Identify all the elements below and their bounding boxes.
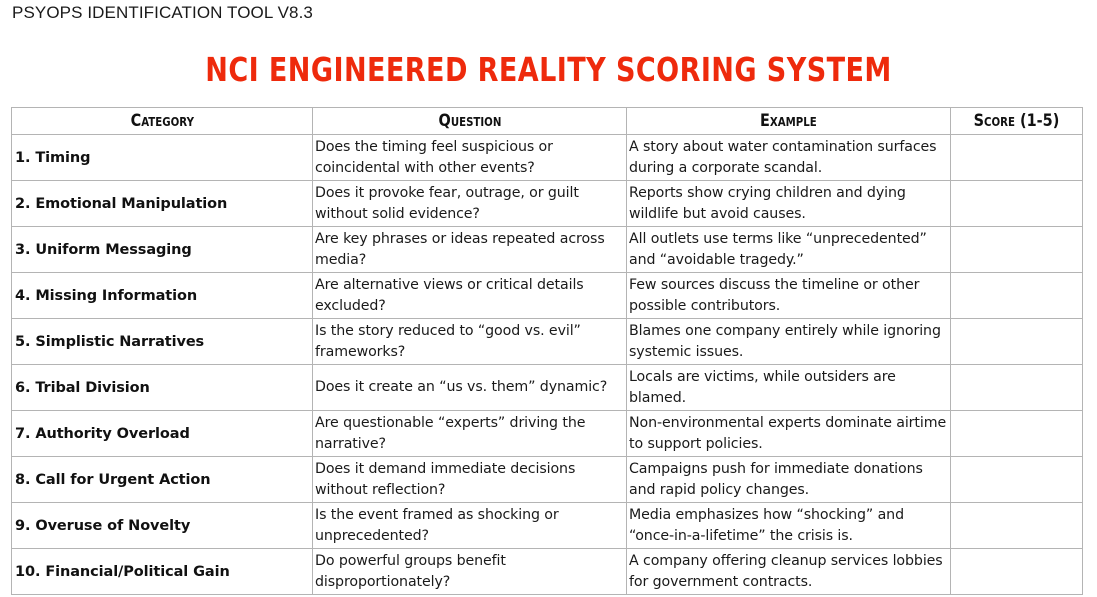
score-cell[interactable] — [951, 319, 1083, 365]
score-cell[interactable] — [951, 549, 1083, 595]
category-cell: 5. Simplistic Narratives — [12, 319, 313, 365]
page-title: NCI ENGINEERED REALITY SCORING SYSTEM — [205, 50, 892, 89]
example-cell: Campaigns push for immediate donations and rapid policy changes. — [627, 457, 951, 503]
example-cell: A story about water contamination surfaces during a corporate scandal. — [627, 135, 951, 181]
example-cell: All outlets use terms like “unprecedented” and “avoidable tragedy.” — [627, 227, 951, 273]
question-cell: Are key phrases or ideas repeated across media? — [313, 227, 627, 273]
category-cell: 1. Timing — [12, 135, 313, 181]
question-cell: Does it create an “us vs. them” dynamic? — [313, 365, 627, 411]
category-cell: 10. Financial/Political Gain — [12, 549, 313, 595]
column-header-question: Question — [313, 108, 627, 135]
category-cell: 4. Missing Information — [12, 273, 313, 319]
question-cell: Are questionable “experts” driving the narrative? — [313, 411, 627, 457]
example-cell: Media emphasizes how “shocking” and “once-in-a-lifetime” the crisis is. — [627, 503, 951, 549]
document-header: PSYOPS IDENTIFICATION TOOL V8.3 — [12, 3, 313, 22]
question-cell: Does the timing feel suspicious or coincidental with other events? — [313, 135, 627, 181]
table-row — [12, 227, 1083, 273]
example-cell: Blames one company entirely while ignoring systemic issues. — [627, 319, 951, 365]
example-cell: Few sources discuss the timeline or other possible contributors. — [627, 273, 951, 319]
column-header-category: Category — [12, 108, 313, 135]
category-cell: 2. Emotional Manipulation — [12, 181, 313, 227]
table-row — [12, 411, 1083, 457]
example-cell: Reports show crying children and dying wildlife but avoid causes. — [627, 181, 951, 227]
question-cell: Are alternative views or critical details excluded? — [313, 273, 627, 319]
table-row — [12, 319, 1083, 365]
question-cell: Is the event framed as shocking or unprecedented? — [313, 503, 627, 549]
question-cell: Do powerful groups benefit disproportionately? — [313, 549, 627, 595]
example-cell: Locals are victims, while outsiders are blamed. — [627, 365, 951, 411]
column-header-example: Example — [627, 108, 951, 135]
category-cell: 6. Tribal Division — [12, 365, 313, 411]
question-cell: Is the story reduced to “good vs. evil” frameworks? — [313, 319, 627, 365]
table-row — [12, 273, 1083, 319]
example-cell: Non-environmental experts dominate airtime to support policies. — [627, 411, 951, 457]
table-row — [12, 135, 1083, 181]
table-row — [12, 181, 1083, 227]
score-cell[interactable] — [951, 273, 1083, 319]
score-cell[interactable] — [951, 227, 1083, 273]
column-header-score: Score (1-5) — [951, 108, 1083, 135]
score-cell[interactable] — [951, 181, 1083, 227]
table-row — [12, 365, 1083, 411]
question-cell: Does it provoke fear, outrage, or guilt without solid evidence? — [313, 181, 627, 227]
score-cell[interactable] — [951, 411, 1083, 457]
score-cell[interactable] — [951, 365, 1083, 411]
score-cell[interactable] — [951, 457, 1083, 503]
category-cell: 7. Authority Overload — [12, 411, 313, 457]
scoring-table — [11, 107, 1083, 595]
table-row — [12, 549, 1083, 595]
table-row — [12, 457, 1083, 503]
table-header-row — [12, 108, 1083, 135]
table-row — [12, 503, 1083, 549]
question-cell: Does it demand immediate decisions without reflection? — [313, 457, 627, 503]
score-cell[interactable] — [951, 503, 1083, 549]
category-cell: 8. Call for Urgent Action — [12, 457, 313, 503]
category-cell: 3. Uniform Messaging — [12, 227, 313, 273]
example-cell: A company offering cleanup services lobbies for government contracts. — [627, 549, 951, 595]
category-cell: 9. Overuse of Novelty — [12, 503, 313, 549]
score-cell[interactable] — [951, 135, 1083, 181]
